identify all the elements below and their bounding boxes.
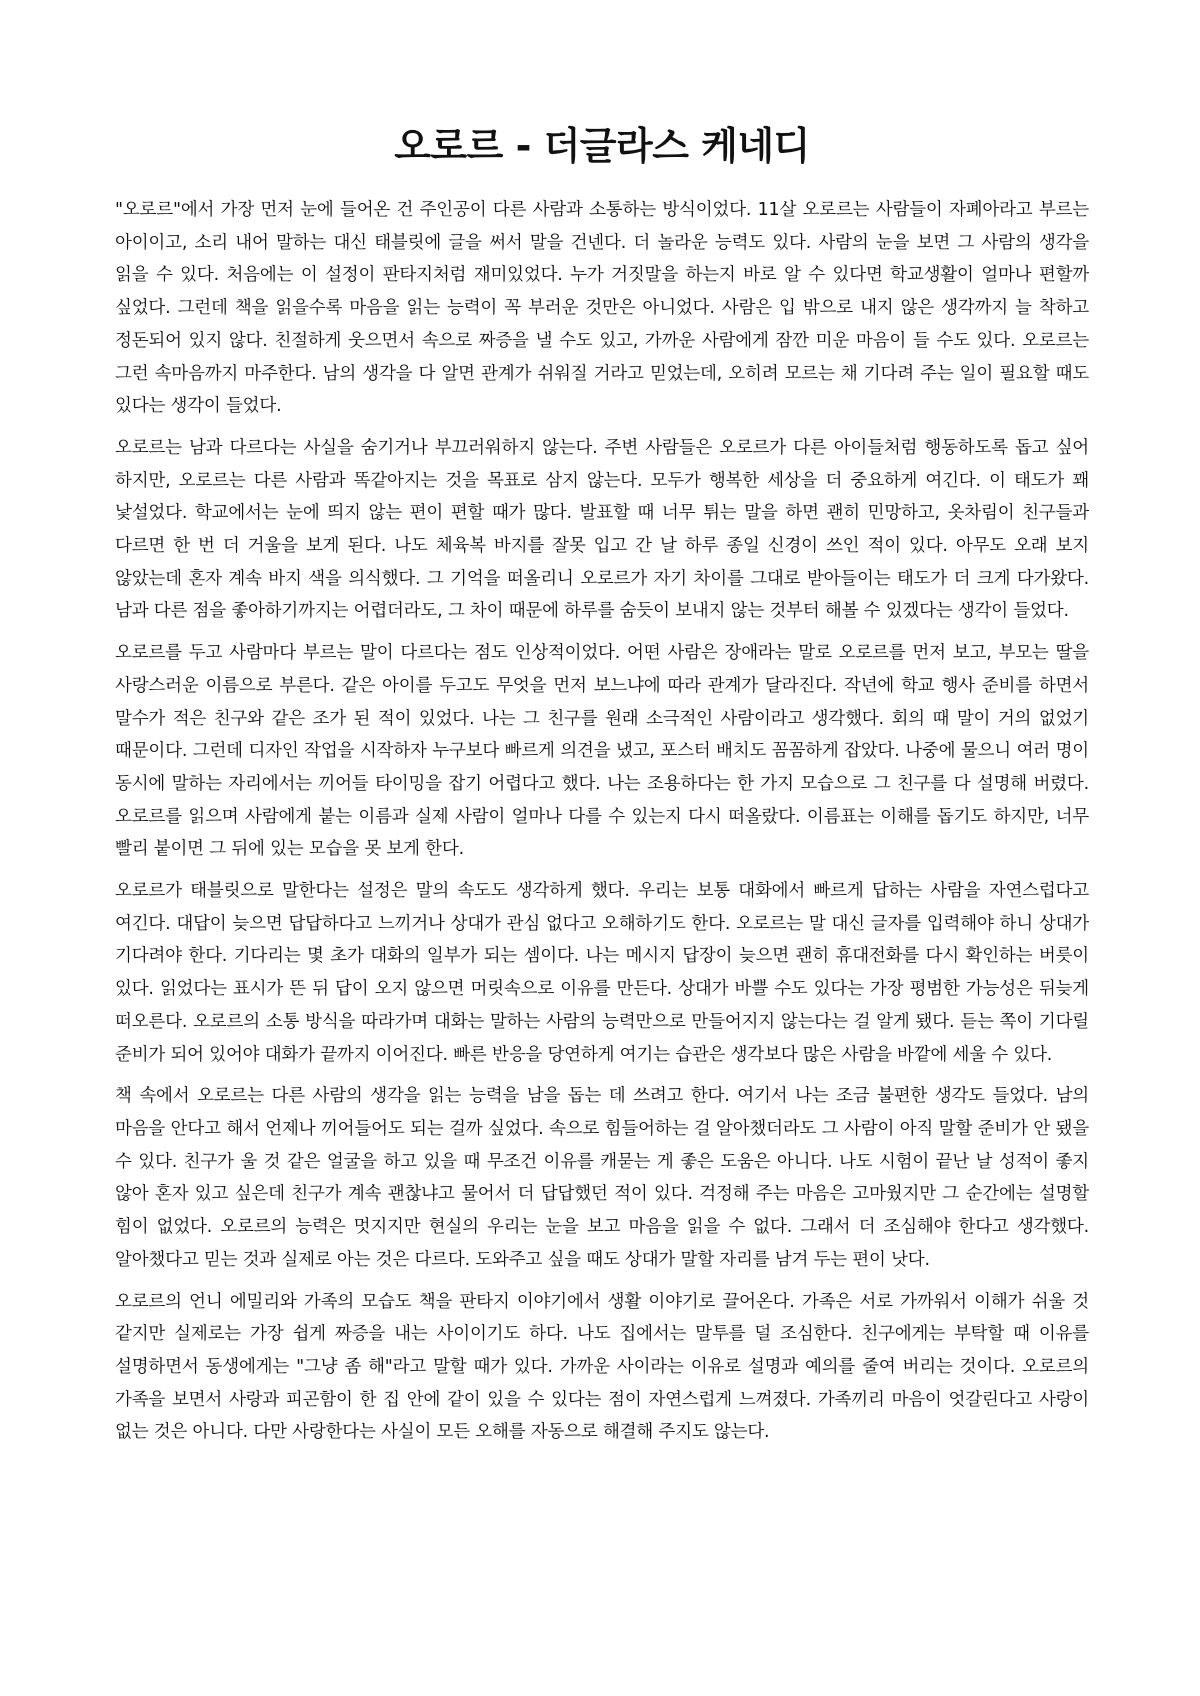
paragraph: 책 속에서 오로르는 다른 사람의 생각을 읽는 능력을 남을 돕는 데 쓰려고 한다. 여기서 나는 조금 불편한 생각도 들었다. 남의 마음을 안다고 해서 언제나 끼어들어도 되는 걸까 싶었다. 속으로 힘들어하는 걸 알아챘더라도 그 사람이 아직 말할 준비가 안 됐을 수 있다. 친구가 울 것 같은 얼굴을 하고 있을 때 무조건 이유를 캐묻는 게 좋은 도움은 아니다. 나도 시험이 끝난 날 성적이 좋지 않아 혼자 있고 싶은데 친구가 계속 괜찮냐고 물어서 더 답답했던 적이 있다. 걱정해 주는 마음은 고마웠지만 그 순간에는 설명할 힘이 없었다. 오로르의 능력은 멋지지만 현실의 우리는 눈을 보고 마음을 읽을 수 없다. 그래서 더 조심해야 한다고 생각했다. 알아챘다고 믿는 것과 실제로 아는 것은 다르다. 도와주고 싶을 때도 상대가 말할 자리를 남겨 두는 편이 낫다.: [115, 1086, 1089, 1270]
paragraph: 오로르를 두고 사람마다 부르는 말이 다르다는 점도 인상적이었다. 어떤 사람은 장애라는 말로 오로르를 먼저 보고, 부모는 딸을 사랑스러운 이름으로 부른다. 같은 아이를 두고도 무엇을 먼저 보느냐에 따라 관계가 달라진다. 작년에 학교 행사 준비를 하면서 말수가 적은 친구와 같은 조가 된 적이 있었다. 나는 그 친구를 원래 소극적인 사람이라고 생각했다. 회의 때 말이 거의 없었기 때문이다. 그런데 디자인 작업을 시작하자 누구보다 빠르게 의견을 냈고, 포스터 배치도 꼼꼼하게 잡았다. 나중에 물으니 여러 명이 동시에 말하는 자리에서는 끼어들 타이밍을 잡기 어렵다고 했다. 나는 조용하다는 한 가지 모습으로 그 친구를 다 설명해 버렸다. 오로르를 읽으며 사람에게 붙는 이름과 실제 사람이 얼마나 다를 수 있는지 다시 떠올랐다. 이름표는 이해를 돕기도 하지만, 너무 빨리 붙이면 그 뒤에 있는 모습을 못 보게 한다.: [115, 643, 1089, 860]
paragraph: 오로르의 언니 에밀리와 가족의 모습도 책을 판타지 이야기에서 생활 이야기로 끌어온다. 가족은 서로 가까워서 이해가 쉬울 것 같지만 실제로는 가장 쉽게 짜증을 내는 사이이기도 하다. 나도 집에서는 말투를 덜 조심한다. 친구에게는 부탁할 때 이유를 설명하면서 동생에게는 "그냥 좀 해"라고 말할 때가 있다. 가까운 사이라는 이유로 설명과 예의를 줄여 버리는 것이다. 오로르의 가족을 보면서 사랑과 피곤함이 한 집 안에 같이 있을 수 있다는 점이 자연스럽게 느껴졌다. 가족끼리 마음이 엇갈린다고 사랑이 없는 것은 아니다. 다만 사랑한다는 사실이 모든 오해를 자동으로 해결해 주지도 않는다.: [115, 1291, 1089, 1443]
paragraph: 오로르는 남과 다르다는 사실을 숨기거나 부끄러워하지 않는다. 주변 사람들은 오로르가 다른 아이들처럼 행동하도록 돕고 싶어 하지만, 오로르는 다른 사람과 똑같아지는 것을 목표로 삼지 않는다. 모두가 행복한 세상을 더 중요하게 여긴다. 이 태도가 꽤 낯설었다. 학교에서는 눈에 띄지 않는 편이 편할 때가 많다. 발표할 때 너무 튀는 말을 하면 괜히 민망하고, 옷차림이 친구들과 다르면 한 번 더 거울을 보게 된다. 나도 체육복 바지를 잘못 입고 간 날 하루 종일 신경이 쓰인 적이 있다. 아무도 오래 보지 않았는데 혼자 계속 바지 색을 의식했다. 그 기억을 떠올리니 오로르가 자기 차이를 그대로 받아들이는 태도가 더 크게 다가왔다. 남과 다른 점을 좋아하기까지는 어렵더라도, 그 차이 때문에 하루를 숨듯이 보내지 않는 것부터 해볼 수 있겠다는 생각이 들었다.: [115, 437, 1089, 622]
document-title: 오로르 - 더글라스 케네디: [394, 124, 810, 168]
paragraph: "오로르"에서 가장 먼저 눈에 들어온 건 주인공이 다른 사람과 소통하는 방식이었다. 11살 오로르는 사람들이 자폐아라고 부르는 아이이고, 소리 내어 말하는 대신 태블릿에 글을 써서 말을 건넨다. 더 놀라운 능력도 있다. 사람의 눈을 보면 그 사람의 생각을 읽을 수 있다. 처음에는 이 설정이 판타지처럼 재미있었다. 누가 거짓말을 하는지 바로 알 수 있다면 학교생활이 얼마나 편할까 싶었다. 그런데 책을 읽을수록 마음을 읽는 능력이 꼭 부러운 것만은 아니었다. 사람은 입 밖으로 내지 않은 생각까지 늘 착하고 정돈되어 있지 않다. 친절하게 웃으면서 속으로 짜증을 낼 수도 있고, 가까운 사람에게 잠깐 미운 마음이 들 수도 있다. 오로르는 그런 속마음까지 마주한다. 남의 생각을 다 알면 관계가 쉬워질 거라고 믿었는데, 오히려 모르는 채 기다려 주는 일이 필요할 때도 있다는 생각이 들었다.: [115, 200, 1089, 417]
document-body: [115, 194, 1089, 1449]
paragraph: 오로르가 태블릿으로 말한다는 설정은 말의 속도도 생각하게 했다. 우리는 보통 대화에서 빠르게 답하는 사람을 자연스럽다고 여긴다. 대답이 늦으면 답답하다고 느끼거나 상대가 관심 없다고 오해하기도 한다. 오로르는 말 대신 글자를 입력해야 하니 상대가 기다려야 한다. 기다리는 몇 초가 대화의 일부가 되는 셈이다. 나는 메시지 답장이 늦으면 괜히 휴대전화를 다시 확인하는 버릇이 있다. 읽었다는 표시가 뜬 뒤 답이 오지 않으면 머릿속으로 이유를 만든다. 상대가 바쁠 수도 있다는 가장 평범한 가능성은 뒤늦게 떠오른다. 오로르의 소통 방식을 따라가며 대화는 말하는 사람의 능력만으로 만들어지지 않는다는 걸 알게 됐다. 듣는 쪽이 기다릴 준비가 되어 있어야 대화가 끝까지 이어진다. 빠른 반응을 당연하게 여기는 습관은 생각보다 많은 사람을 바깥에 세울 수 있다.: [115, 881, 1089, 1065]
